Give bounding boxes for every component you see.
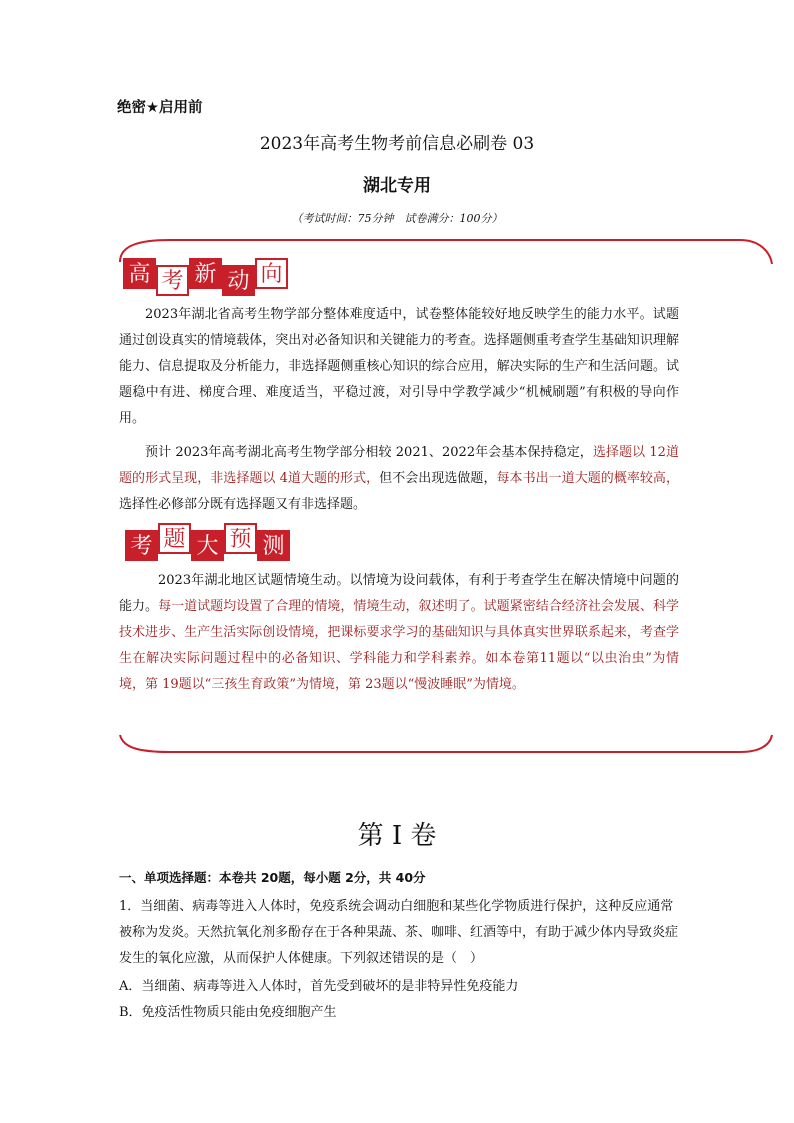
badge-char: 高 — [123, 258, 156, 289]
trends-paragraph-2 — [119, 440, 679, 518]
section-heading: 一、单项选择题：本卷共 20题，每小题 2分，共 40分 — [119, 870, 426, 885]
confidential-label: 绝密★启用前 — [117, 100, 203, 116]
prediction-highlight: 每一道试题均设置了合理的情境，情境生动，叙述明了。试题紧密结合经济社会发展、科学技术进步、生产生活实际创设情境，把课标要求学习的基础知识与具体真实世界联系起来，考查学生在解决实际问题过程中的必备知识、学科能力和学科素养。如本卷第11题以“以虫治虫”为情境，第 19题以“三孩生育政策”为情境，第 23题以“慢波睡眠”为情境。 — [119, 599, 679, 692]
trends-highlight: 每本书出一道大题的概率较高， — [496, 471, 679, 486]
exam-info: （考试时间：75分钟 试卷满分：100分） — [291, 212, 503, 225]
badge-char: 预 — [224, 523, 257, 554]
volume-heading: 第 I 卷 — [357, 821, 437, 851]
trends-highlight: 选择题以 12道题的形式呈现，非选择题以 4道大题的形式， — [119, 445, 679, 486]
question-option-b: B．免疫活性物质只能由免疫细胞产生 — [119, 1005, 337, 1020]
badge-char: 测 — [257, 530, 290, 561]
question-option-a: A．当细菌、病毒等进入人体时，首先受到破坏的是非特异性免疫能力 — [119, 979, 519, 994]
prediction-badge — [125, 526, 290, 561]
badge-char: 题 — [158, 523, 191, 554]
prediction-paragraph — [119, 568, 679, 698]
new-trends-badge — [123, 261, 288, 296]
badge-char: 动 — [222, 265, 255, 296]
page-subtitle: 湖北专用 — [363, 176, 431, 196]
trends-paragraph-1: 2023年湖北省高考生物学部分整体难度适中，试卷整体能较好地反映学生的能力水平。试题通过创设真实的情境载体，突出对必备知识和关键能力的考查。选择题侧重考查学生基础知识理解能力、信息提取及分析能力，非选择题侧重核心知识的综合应用，解决实际的生产和生活问题。试题稳中有进、梯度合理、难度适当，平稳过渡，对引导中学教学减少“机械刷题”有积极的导向作用。 — [119, 307, 679, 426]
badge-char: 向 — [255, 258, 288, 289]
badge-char: 新 — [189, 258, 222, 289]
trends-text: 但不会出现选做题， — [379, 471, 497, 486]
prediction-text: 2023年湖北地区试题情境生动。以情境为设问载体，有利于考查学生在解决情境中问题的能力。 — [119, 573, 679, 614]
question-stem: 1．当细菌、病毒等进入人体时，免疫系统会调动白细胞和某些化学物质进行保护，这种反应通常被称为发炎。天然抗氧化剂多酚存在于各种果蔬、茶、咖啡、红酒等中，有助于减少体内导致炎症发生的氧化应激，从而保护人体健康。下列叙述错误的是（ ） — [119, 899, 679, 966]
badge-char: 考 — [125, 530, 158, 561]
badge-char: 大 — [191, 530, 224, 561]
trends-text: 预计 2023年高考湖北高考生物学部分相较 2021、2022年会基本保持稳定， — [145, 445, 593, 460]
badge-char: 考 — [156, 265, 189, 296]
page-title: 2023年高考生物考前信息必刷卷 03 — [259, 134, 535, 154]
trends-text: 选择性必修部分既有选择题又有非选择题。 — [119, 497, 367, 512]
